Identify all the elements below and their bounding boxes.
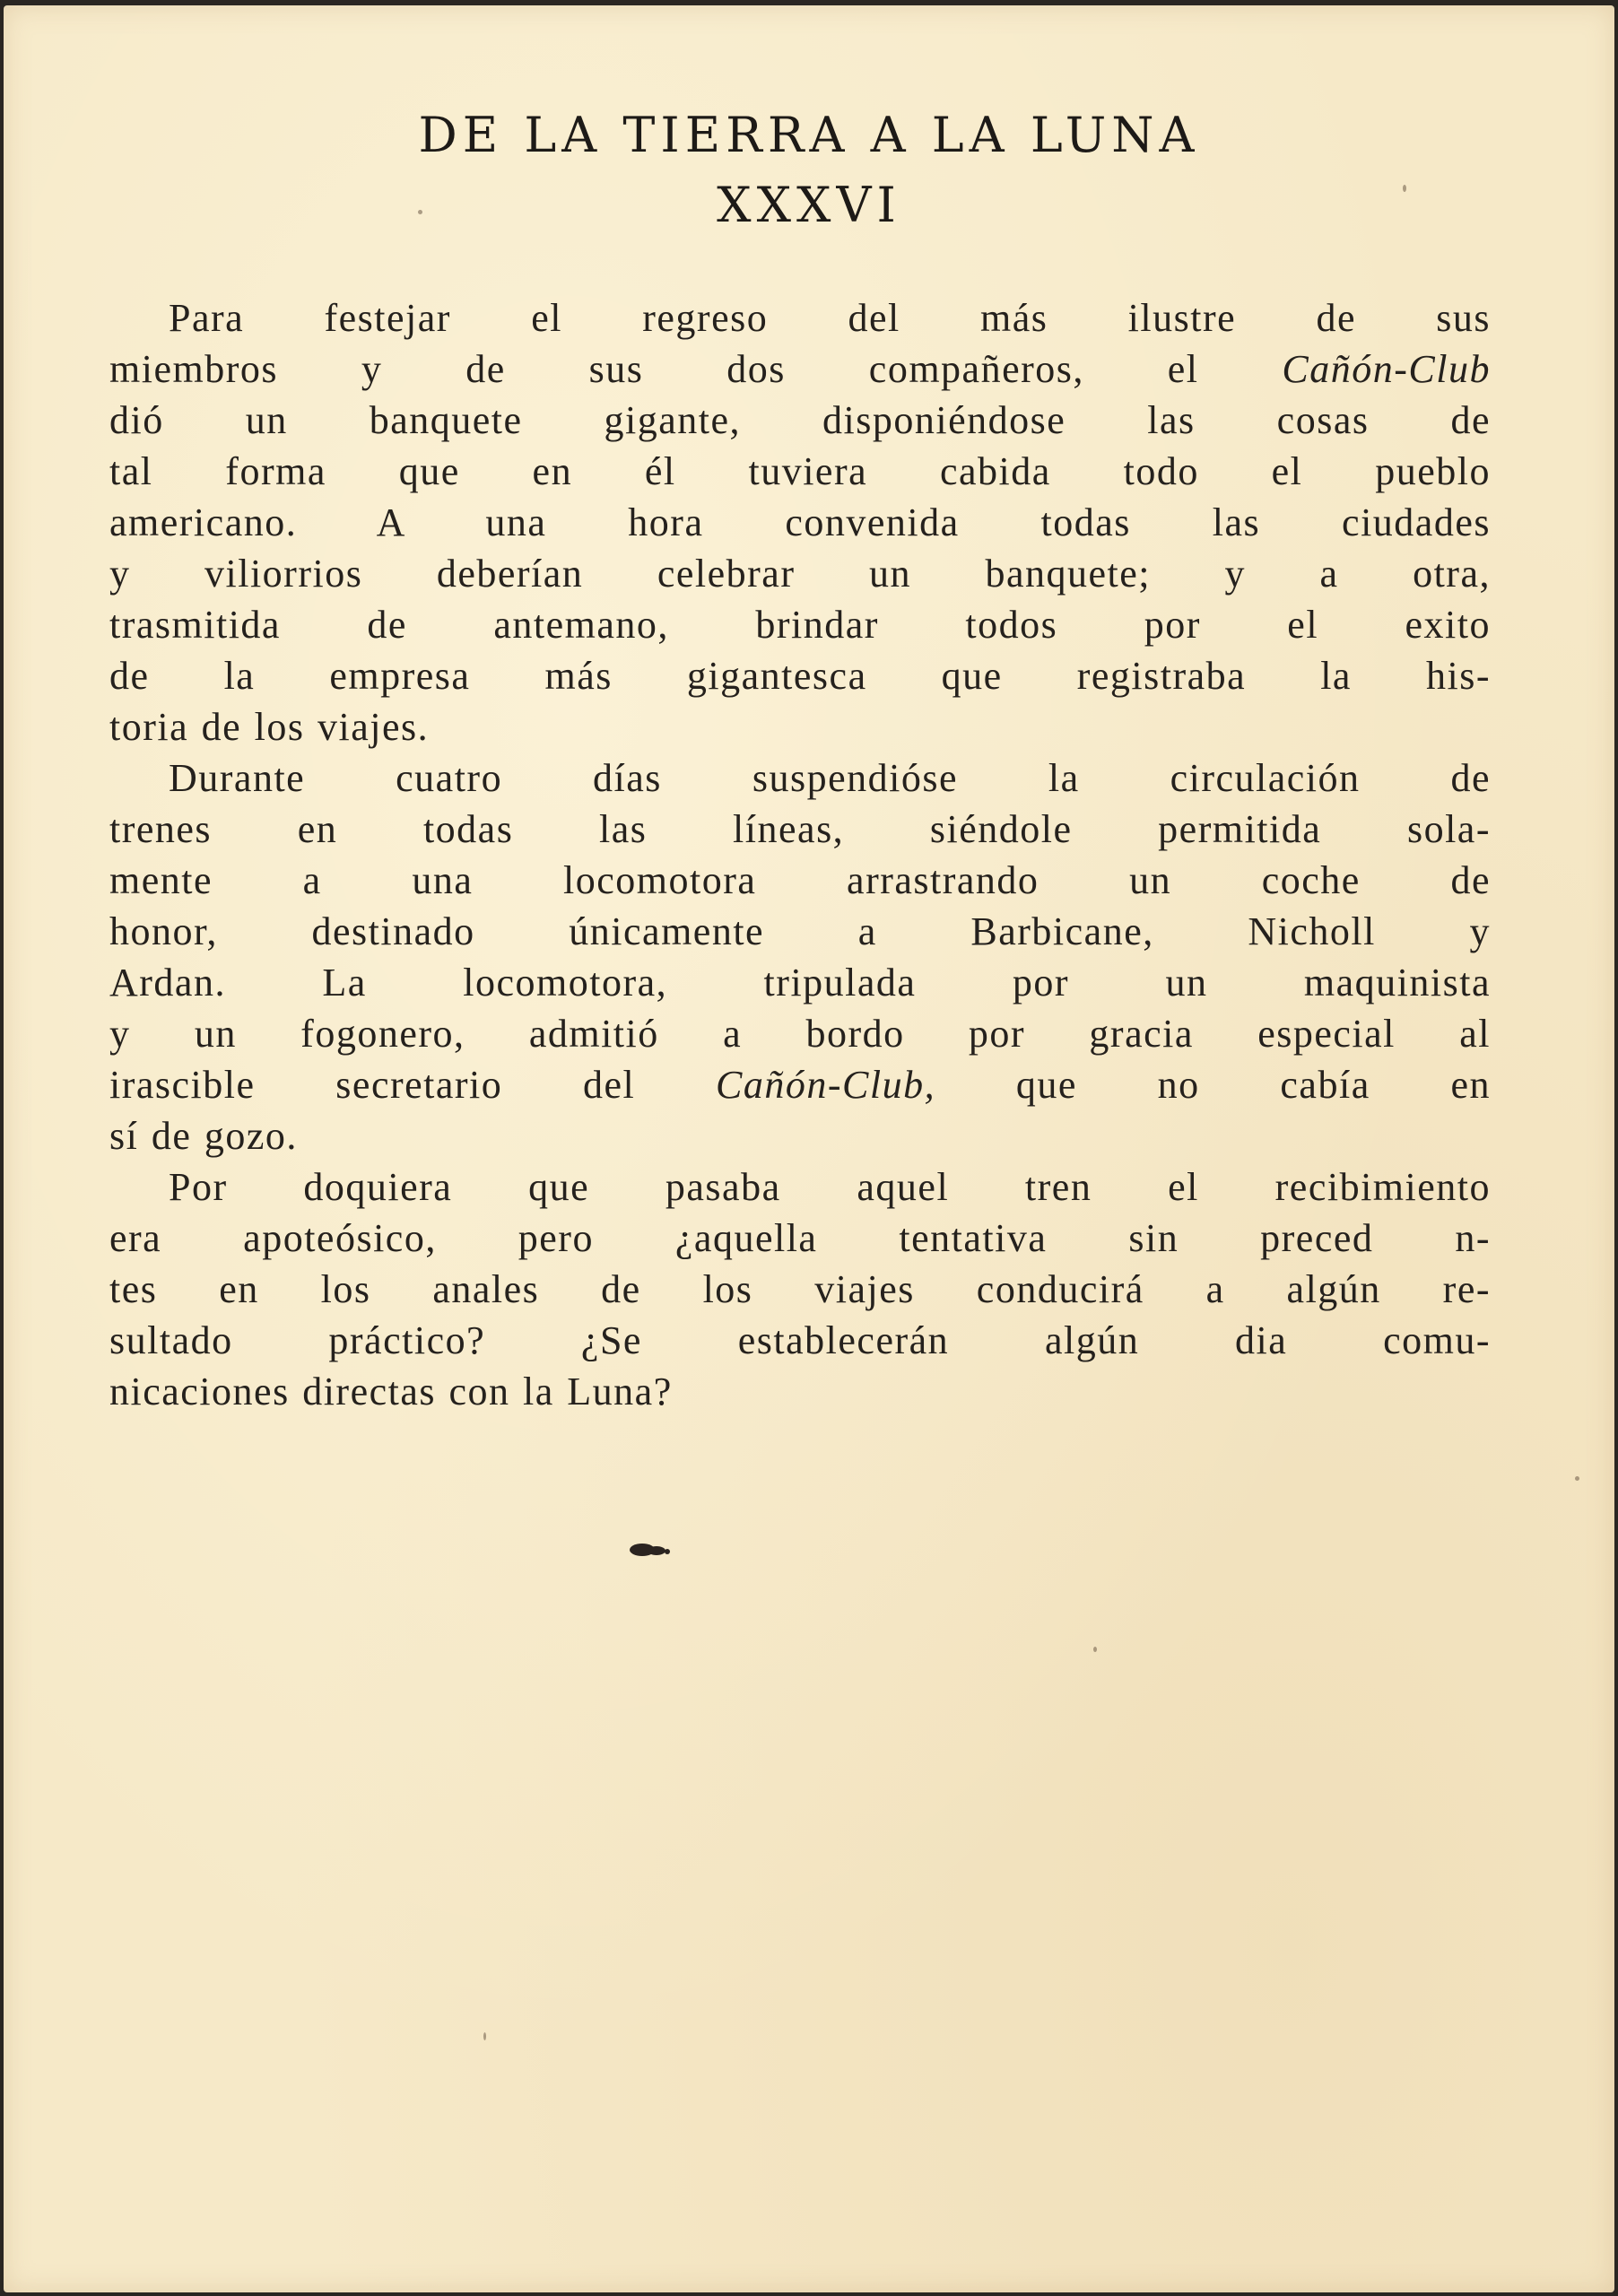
text-segment: Para festejar el regreso del más ilustre de sus [169,296,1491,340]
text-line [109,599,1491,650]
text-line [109,1110,1491,1161]
text-line [109,1264,1491,1315]
text-segment: y viliorrios deberían celebrar un banquete; y a otra, [109,552,1491,596]
text-line [109,1315,1491,1366]
text-line [109,957,1491,1008]
text-line [109,446,1491,497]
text-line [109,650,1491,701]
text-line [109,548,1491,599]
text-line [109,1366,1491,1417]
text-segment: tes en los anales de los viajes conducirá a algún re- [109,1267,1491,1311]
text-segment: trasmitida de antemano, brindar todos por el exito [109,603,1491,647]
paper-speck [418,210,422,214]
book-page [4,5,1614,2292]
italic-text: Cañón-Club [1282,347,1491,391]
text-line [109,1213,1491,1264]
text-segment: irascible secretario del [109,1063,717,1107]
paper-speck [483,2032,486,2040]
text-segment: dió un banquete gigante, disponiéndose las cosas de [109,398,1491,442]
text-segment: era apoteósico, pero ¿aquella tentativa sin preced n- [109,1216,1491,1260]
text-line [109,855,1491,906]
text-segment: que no cabía en [935,1063,1491,1107]
text-line [109,292,1491,344]
text-line [109,1008,1491,1059]
text-line [109,395,1491,446]
text-segment: sí de gozo. [109,1114,298,1158]
text-line [109,497,1491,548]
text-segment: americano. A una hora convenida todas las ciudades [109,500,1491,544]
text-segment: Ardan. La locomotora, tripulada por un maquinista [109,961,1491,1004]
paper-speck [1093,1647,1097,1652]
text-line [109,1161,1491,1213]
text-line [109,752,1491,804]
text-segment: toria de los viajes. [109,705,430,749]
text-segment: trenes en todas las líneas, siéndole permitida sola- [109,807,1491,851]
text-line [109,701,1491,752]
italic-text: Cañón-Club, [716,1063,936,1107]
text-segment: y un fogonero, admitió a bordo por gracia especial al [109,1012,1491,1056]
text-segment: mente a una locomotora arrastrando un coche de [109,858,1491,902]
page-title: DE LA TIERRA A LA LUNA [418,107,1200,163]
ink-blot-ornament-icon [622,1541,676,1559]
paper-speck [1403,185,1406,192]
text-segment: Por doquiera que pasaba aquel tren el recibimiento [169,1165,1491,1209]
text-segment: honor, destinado únicamente a Barbicane, Nicholl y [109,909,1491,953]
chapter-number: XXXVI [717,177,901,233]
text-line [109,906,1491,957]
text-segment: tal forma que en él tuviera cabida todo el pueblo [109,449,1491,493]
text-segment: Durante cuatro días suspendióse la circulación de [169,756,1491,800]
text-line [109,804,1491,855]
paper-speck [1575,1476,1579,1481]
text-line [109,344,1491,395]
text-segment: sultado práctico? ¿Se establecerán algún dia comu- [109,1318,1491,1362]
text-line [109,1059,1491,1110]
body-text [109,292,1491,1417]
text-segment: de la empresa más gigantesca que registraba la his- [109,654,1491,698]
text-segment: miembros y de sus dos compañeros, el [109,347,1283,391]
text-segment: nicaciones directas con la Luna? [109,1370,673,1413]
